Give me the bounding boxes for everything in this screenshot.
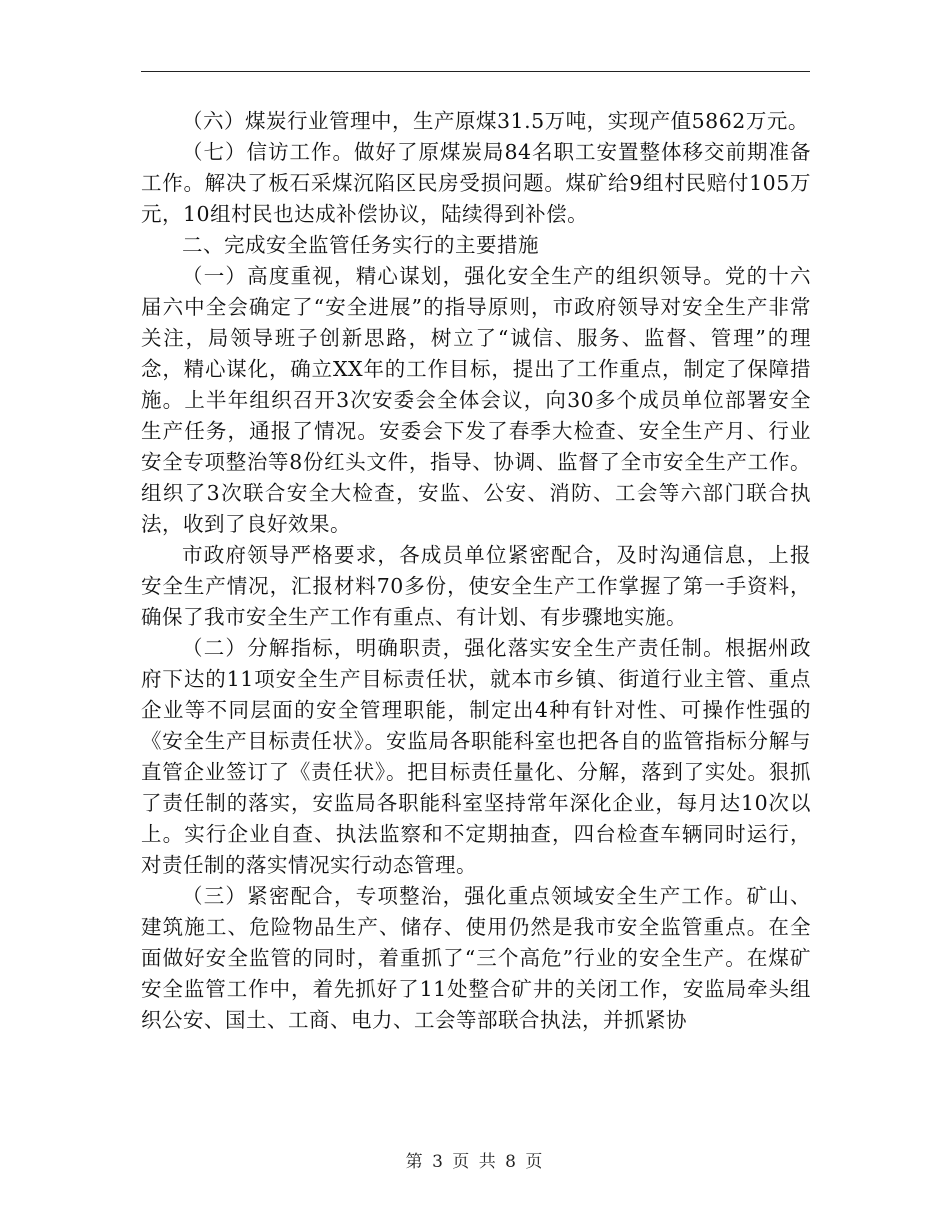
header-rule (141, 71, 810, 72)
section-heading-measures: 二、完成安全监管任务实行的主要措施 (182, 233, 539, 257)
paragraph-petition-work: （七）信访工作。做好了原煤炭局84名职工安置整体移交前期准备工作。解决了板石采煤沉陷区民房受损问题。煤矿给9组村民赔付105万元，10组村民也达成补偿协议，陆续得到补偿。 (141, 140, 811, 226)
paragraph-government-requirements: 市政府领导严格要求，各成员单位紧密配合，及时沟通信息，上报安全生产情况，汇报材料70多份，使安全生产工作掌握了第一手资料，确保了我市安全生产工作有重点、有计划、有步骤地实施。 (141, 543, 811, 629)
paragraph-coal-industry: （六）煤炭行业管理中，生产原煤31.5万吨，实现产值5862万元。 (182, 109, 809, 133)
paragraph-responsibility-system: （二）分解指标，明确职责，强化落实安全生产责任制。根据州政府下达的11项安全生产目标责任状，就本市乡镇、街道行业主管、重点企业等不同层面的安全管理职能，制定出4种有针对性、可操作性强的《安全生产目标责任状》。安监局各职能科室也把各自的监管指标分解与直管企业签订了《责任状》。把目标责任量化、分解，落到了实处。狠抓了责任制的落实，安监局各职能科室坚持常年深化企业，每月达10次以上。实行企业自查、执法监察和不定期抽查，四台检查车辆同时运行，对责任制的落实情况实行动态管理。 (141, 636, 811, 877)
paragraph-organization-leadership: （一）高度重视，精心谋划，强化安全生产的组织领导。党的十六届六中全会确定了“安全进展”的指导原则，市政府领导对安全生产非常关注，局领导班子创新思路，树立了“诚信、服务、监督、管理”的理念，精心谋化，确立XX年的工作目标，提出了工作重点，制定了保障措施。上半年组织召开3次安委会全体会议，向30多个成员单位部署安全生产任务，通报了情况。安委会下发了春季大检查、安全生产月、行业安全专项整治等8份红头文件，指导、协调、监督了全市安全生产工作。组织了3次联合安全大检查，安监、公安、消防、工会等六部门联合执法，收到了良好效果。 (141, 264, 811, 536)
document-body (141, 106, 811, 1036)
page-number: 第 3 页 共 8 页 (405, 1152, 545, 1172)
paragraph-special-rectification: （三）紧密配合，专项整治，强化重点领域安全生产工作。矿山、建筑施工、危险物品生产、储存、使用仍然是我市安全监管重点。在全面做好安全监管的同时，着重抓了“三个高危”行业的安全生产。在煤矿安全监管工作中，着先抓好了11处整合矿井的关闭工作，安监局牵头组织公安、国土、工商、电力、工会等部联合执法，并抓紧协 (141, 884, 811, 1032)
